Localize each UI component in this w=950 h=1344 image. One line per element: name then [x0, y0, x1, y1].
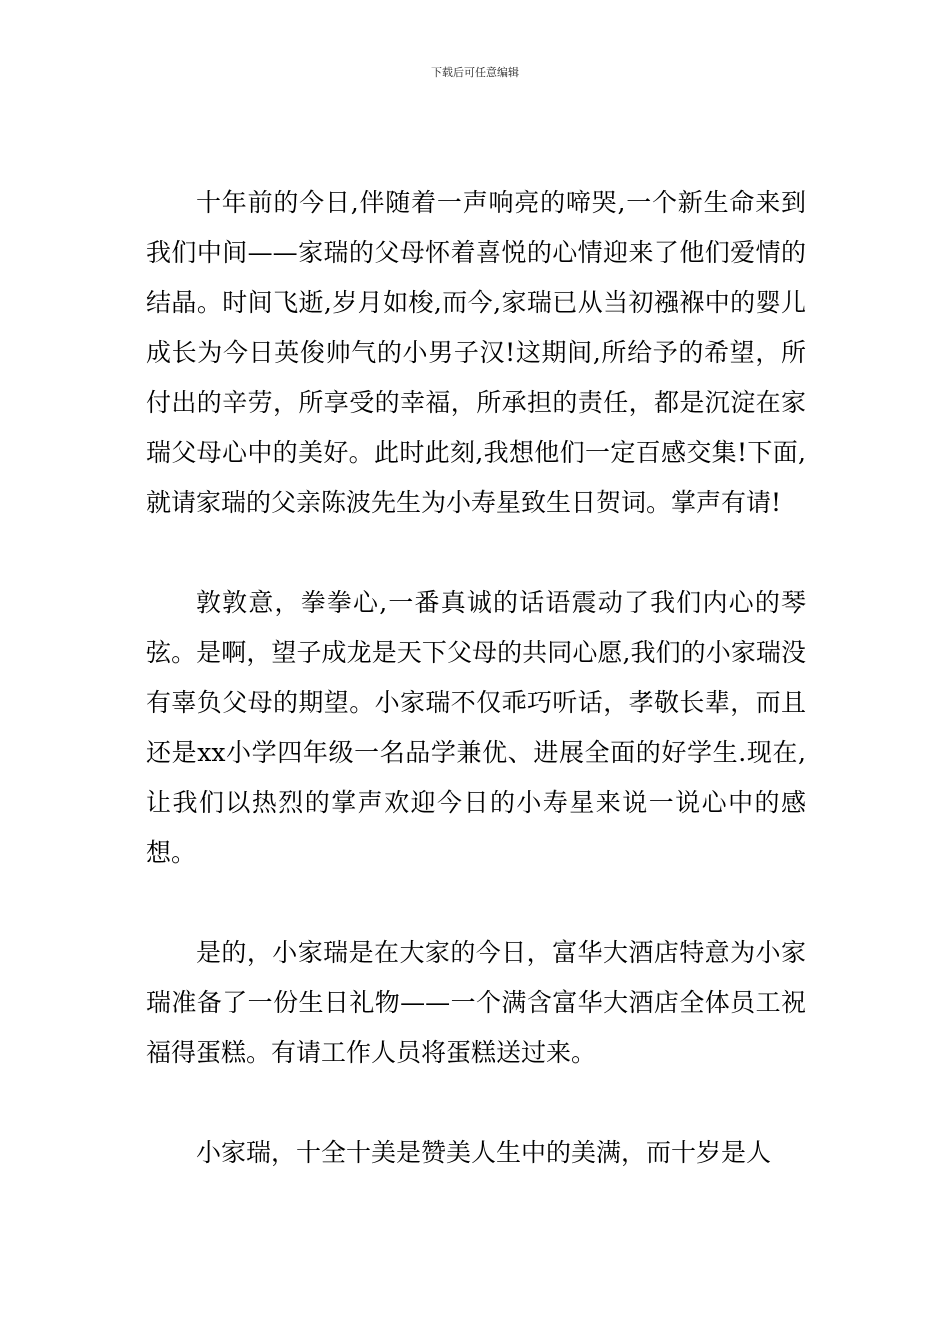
paragraph-3: 是的，小家瑞是在大家的今日，富华大酒店特意为小家瑞准备了一份生日礼物——一个满含富华大酒店全体员工祝福得蛋糕。有请工作人员将蛋糕送过来。 — [146, 938, 806, 1067]
paragraph-1: 十年前的今日,伴随着一声响亮的啼哭,一个新生命来到我们中间——家瑞的父母怀着喜悦的心情迎来了他们爱情的结晶。时间飞逝,岁月如梭,而今,家瑞已从当初襁褓中的婴儿成长为今日英俊帅气的小男子汉!这期间,所给予的希望，所付出的辛劳，所享受的幸福，所承担的责任，都是沉淀在家瑞父母心中的美好。此时此刻,我想他们一定百感交集!下面,就请家瑞的父亲陈波先生为小寿星致生日贺词。掌声有请! — [146, 188, 806, 517]
document-body — [146, 178, 806, 1178]
paragraph-4: 小家瑞，十全十美是赞美人生中的美满，而十岁是人 — [196, 1138, 772, 1167]
page-header: 下载后可任意编辑 — [431, 66, 519, 79]
paragraph-2: 敦敦意，拳拳心,一番真诚的话语震动了我们内心的琴弦。是啊，望子成龙是天下父母的共同心愿,我们的小家瑞没有辜负父母的期望。小家瑞不仅乖巧听话，孝敬长辈，而且还是xx小学四年级一名品学兼优、进展全面的好学生.现在,让我们以热烈的掌声欢迎今日的小寿星来说一说心中的感想。 — [146, 588, 806, 867]
